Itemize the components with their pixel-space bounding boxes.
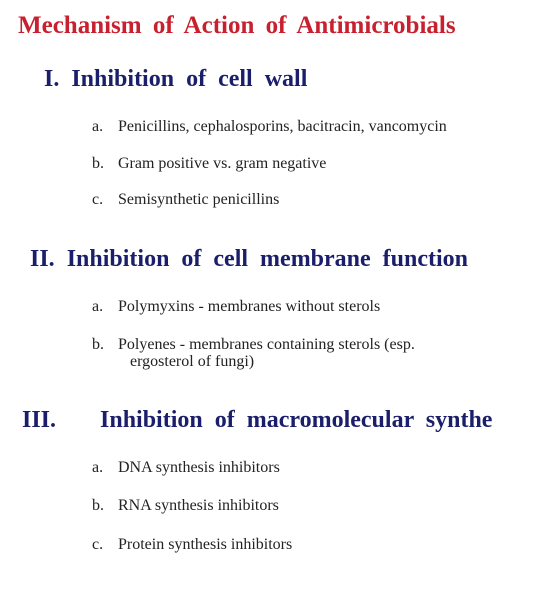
section-1-item-c [92,191,279,209]
item-text: Penicillins, cephalosporins, bacitracin, vancomycin [118,118,447,135]
section-2-title: Inhibition of cell membrane function [66,246,469,272]
item-letter: a. [92,118,104,135]
item-letter: c. [92,536,104,553]
section-2-item-b [92,336,415,354]
item-letter: b. [92,155,104,172]
section-3-item-b [92,497,279,515]
item-letter: b. [92,497,104,514]
item-letter: b. [92,336,104,353]
section-2-item-b-continuation: ergosterol of fungi) [130,353,255,370]
section-1-item-b [92,155,326,173]
section-3-item-c [92,536,292,554]
section-1-heading [44,66,307,93]
item-text: DNA synthesis inhibitors [118,459,280,476]
section-1-title: Inhibition of cell wall [71,66,308,92]
item-letter: a. [92,298,104,315]
section-3-item-a [92,459,280,477]
item-text: Protein synthesis inhibitors [118,536,293,553]
section-2-numeral: II. [30,246,55,272]
item-letter: c. [92,191,104,208]
item-text: Polymyxins - membranes without sterols [118,298,381,315]
slide-title: Mechanism of Action of Antimicrobials [18,12,456,39]
section-1-item-a [92,118,447,136]
section-3-heading [22,407,492,434]
section-2-item-a [92,298,380,316]
section-3-numeral: III. [22,407,57,433]
section-2-heading [30,246,468,273]
item-text: Semisynthetic penicillins [118,191,280,208]
item-letter: a. [92,459,104,476]
item-text: Gram positive vs. gram negative [118,155,327,172]
item-text: Polyenes - membranes containing sterols (esp. [118,336,415,353]
section-3-title: Inhibition of macromolecular synthe [100,407,493,433]
section-1-numeral: I. [44,66,60,92]
item-text: RNA synthesis inhibitors [118,497,279,514]
